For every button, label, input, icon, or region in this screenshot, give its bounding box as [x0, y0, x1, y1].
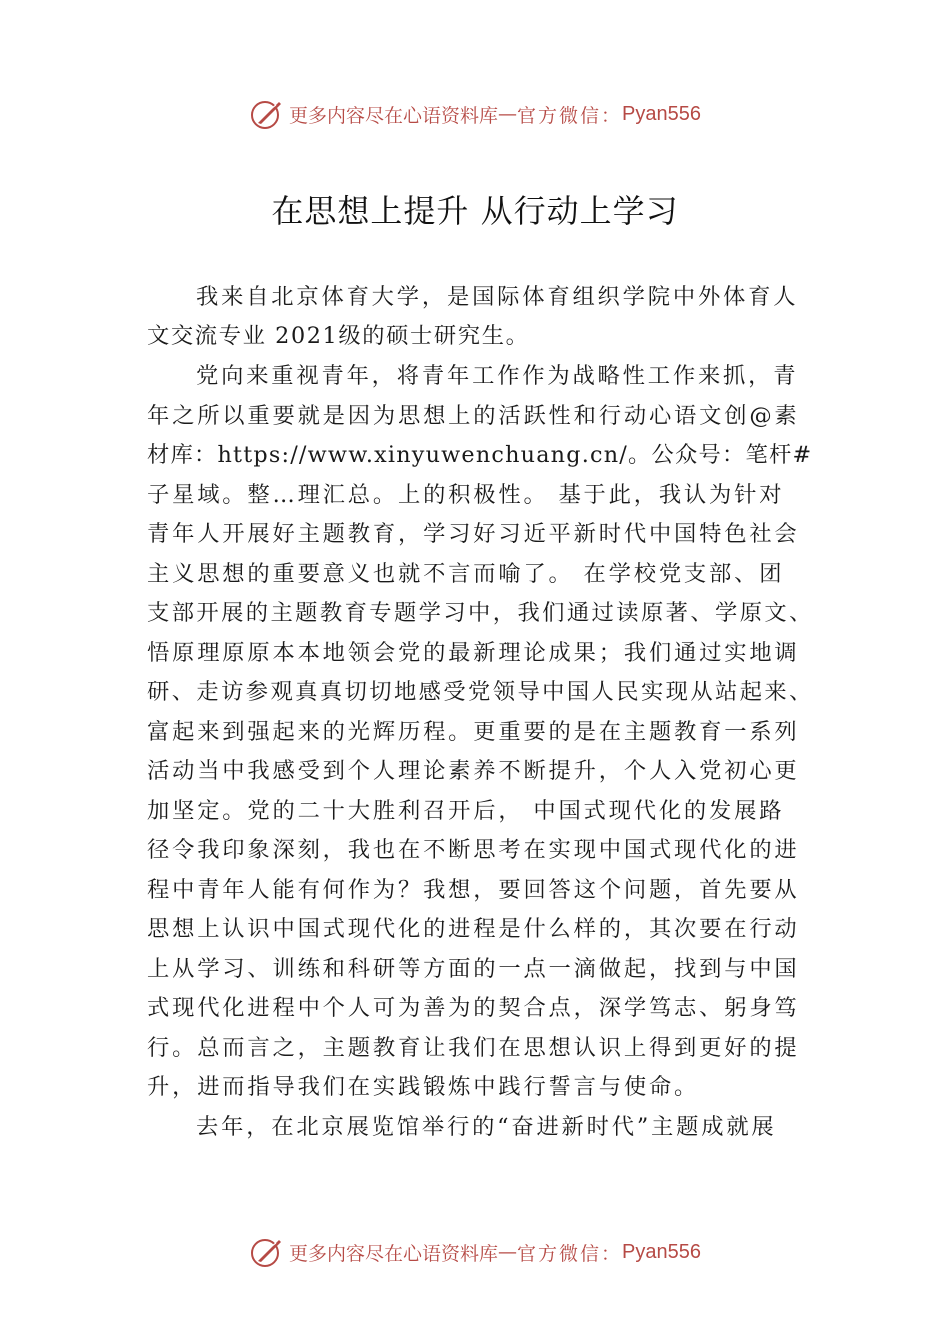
text-line: 材库：https://www.xinyuwenchuang.cn/。公众号：笔杆#: [147, 442, 813, 468]
text-line: 行。总而言之，主题教育让我们在思想认识上得到更好的提: [147, 1035, 800, 1061]
watermark-text: 更多内容尽在心语资料库: [289, 104, 499, 127]
text-line: 思想上认识中国式现代化的进程是什么样的，其次要在行动: [147, 916, 800, 942]
quill-logo-icon: [249, 96, 285, 132]
watermark-wechat-id: Pyan556: [622, 1240, 701, 1263]
text-line: 子星域。整…理汇总。上的积极性。 基于此，我认为针对: [147, 482, 785, 508]
text-line: 悟原理原原本本地领会党的最新理论成果；我们通过实地调: [147, 640, 800, 666]
text-line: 党向来重视青年，将青年工作作为战略性工作来抓，青: [196, 363, 799, 389]
text-line: 程中青年人能有何作为？我想，要回答这个问题，首先要从: [147, 877, 800, 903]
text-line: 文交流专业 2021级的硕士研究生。: [147, 323, 530, 349]
quill-logo-icon: [249, 1234, 285, 1270]
text-line: 研、走访参观真真切切地感受党领导中国人民实现从站起来、: [147, 679, 814, 705]
text-line: 我来自北京体育大学，是国际体育组织学院中外体育人: [196, 284, 799, 310]
watermark-wechat-label: 官方微信：: [517, 1242, 623, 1265]
watermark-text: 更多内容尽在心语资料库: [289, 1242, 499, 1265]
text-line: 青年人开展好主题教育，学习好习近平新时代中国特色社会: [147, 521, 800, 547]
watermark-dash: —: [498, 103, 518, 125]
footer-watermark: [0, 1232, 950, 1272]
document-title: 在思想上提升 从行动上学习: [271, 192, 679, 230]
text-line: 年之所以重要就是因为思想上的活跃性和行动心语文创@素: [147, 403, 800, 429]
text-line: 上从学习、训练和科研等方面的一点一滴做起，找到与中国: [147, 956, 800, 982]
watermark-wechat-label: 官方微信：: [517, 104, 623, 127]
text-line: 去年，在北京展览馆举行的“奋进新时代”主题成就展: [196, 1114, 777, 1140]
text-line: 式现代化进程中个人可为善为的契合点，深学笃志、躬身笃: [147, 995, 800, 1021]
text-line: 富起来到强起来的光辉历程。更重要的是在主题教育一系列: [147, 719, 800, 745]
text-line: 支部开展的主题教育专题学习中，我们通过读原著、学原文、: [147, 600, 814, 626]
text-line: 径令我印象深刻，我也在不断思考在实现中国式现代化的进: [147, 837, 800, 863]
watermark-wechat-id: Pyan556: [622, 102, 701, 125]
text-line: 升，进而指导我们在实践锻炼中践行誓言与使命。: [147, 1074, 700, 1100]
text-line: 主义思想的重要意义也就不言而喻了。 在学校党支部、团: [147, 561, 785, 587]
watermark-dash: —: [498, 1241, 518, 1263]
text-line: 活动当中我感受到个人理论素养不断提升，个人入党初心更: [147, 758, 800, 784]
text-line: 加坚定。党的二十大胜利召开后， 中国式现代化的发展路: [147, 798, 785, 824]
header-watermark: [0, 94, 950, 134]
